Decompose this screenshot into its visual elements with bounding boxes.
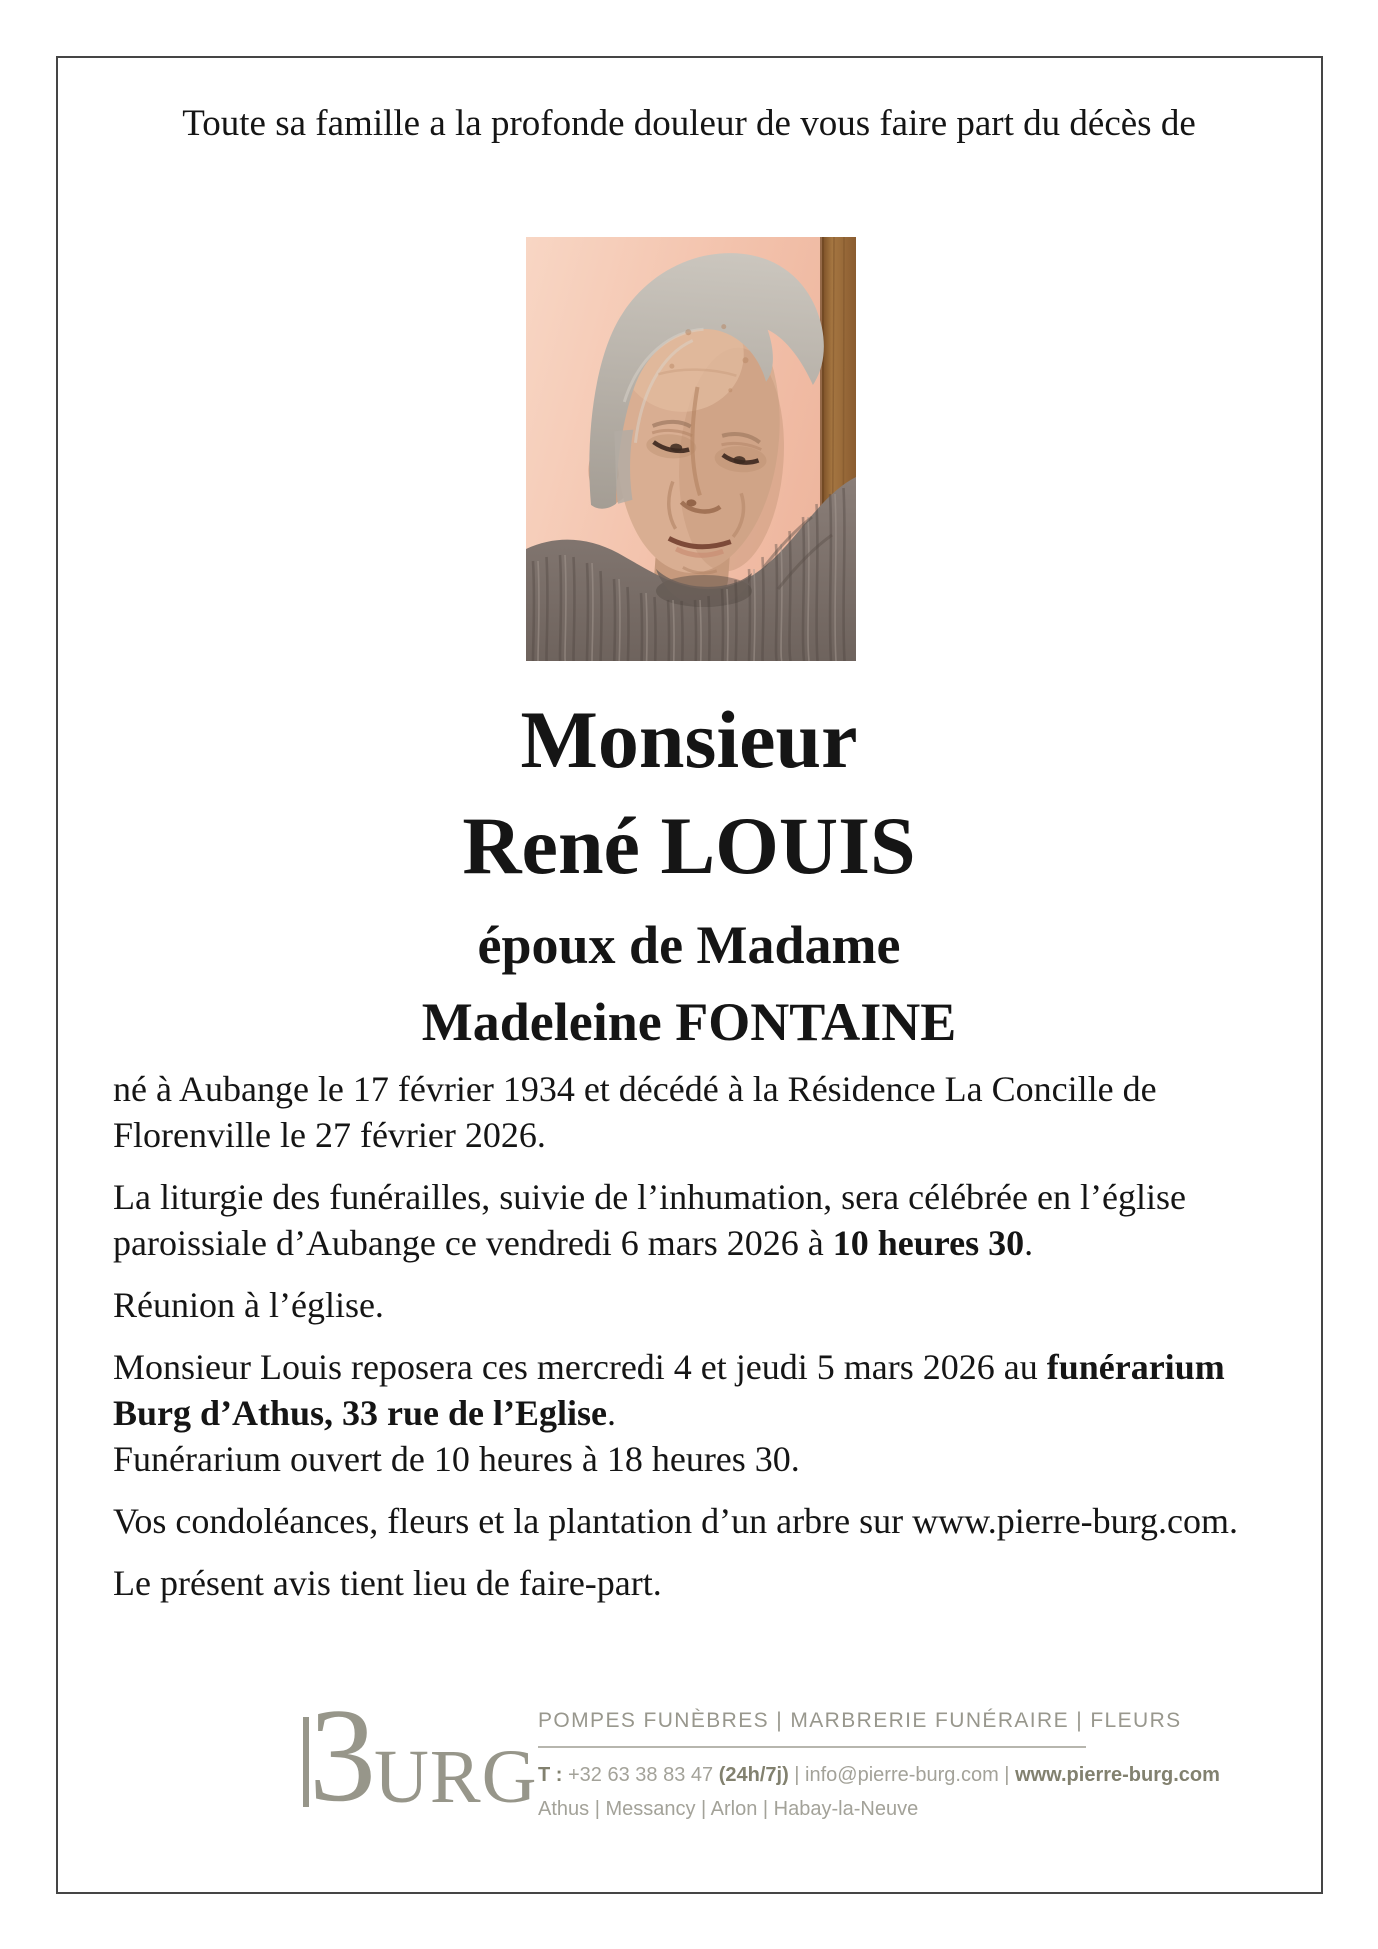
- announcement-body: [113, 1066, 1293, 1622]
- bold-text: (24h/7j): [718, 1764, 789, 1786]
- deceased-relation: époux de Madame: [477, 915, 901, 975]
- paragraph: [113, 1282, 1293, 1328]
- paragraph: [113, 1174, 1293, 1266]
- text: +32 63 38 83 47: [568, 1764, 719, 1786]
- deceased-title: Monsieur: [520, 694, 858, 785]
- paragraph-line: [113, 1344, 1293, 1390]
- paragraph-line: [113, 1498, 1293, 1544]
- text: paroissiale d’Aubange ce vendredi 6 mars 2026 à: [113, 1223, 833, 1263]
- text: Monsieur Louis reposera ces mercredi 4 et jeudi 5 mars 2026 au: [113, 1347, 1047, 1387]
- paragraph-line: [113, 1066, 1293, 1112]
- deceased-spouse-name: Madeleine FONTAINE: [421, 992, 957, 1052]
- bold-text: www.pierre-burg.com: [1015, 1764, 1220, 1786]
- paragraph: [113, 1066, 1293, 1158]
- paragraph-line: [113, 1560, 1293, 1606]
- paragraph: [113, 1344, 1293, 1482]
- text: La liturgie des funérailles, suivie de l’inhumation, sera célébrée en l’église: [113, 1177, 1186, 1217]
- text: .: [1024, 1223, 1034, 1263]
- burg-logo-text: URG: [374, 1735, 538, 1819]
- burg-logo-mark: 3: [309, 1681, 376, 1829]
- text: Le présent avis tient lieu de faire-part.: [113, 1563, 662, 1603]
- deceased-name: René LOUIS: [462, 800, 916, 891]
- paragraph-line: [113, 1220, 1293, 1266]
- footer-cities-line: Athus | Messancy | Arlon | Habay-la-Neuve: [538, 1798, 919, 1820]
- paragraph: [113, 1560, 1293, 1606]
- paragraph-line: [113, 1174, 1293, 1220]
- bold-text: 10 heures 30: [832, 1223, 1025, 1263]
- deceased-name-block: [0, 690, 1378, 1056]
- paragraph-line: [113, 1390, 1293, 1436]
- bold-text: T :: [538, 1764, 568, 1786]
- text: Réunion à l’église.: [113, 1285, 384, 1325]
- text: Vos condoléances, fleurs et la plantation d’un arbre sur www.pierre-burg.com.: [113, 1501, 1238, 1541]
- text: Funérarium ouvert de 10 heures à 18 heures 30.: [113, 1439, 800, 1479]
- text: | info@pierre-burg.com |: [788, 1764, 1016, 1786]
- paragraph-line: [113, 1436, 1293, 1482]
- text: .: [607, 1393, 617, 1433]
- bold-text: Burg d’Athus, 33 rue de l’Eglise: [113, 1393, 608, 1433]
- text: né à Aubange le 17 février 1934 et décédé à la Résidence La Concille de: [113, 1069, 1157, 1109]
- paragraph-line: [113, 1112, 1293, 1158]
- portrait-photo-illustration: [526, 237, 856, 661]
- text: Florenville le 27 février 2026.: [113, 1115, 546, 1155]
- paragraph-line: [113, 1282, 1293, 1328]
- intro-line: Toute sa famille a la profonde douleur de vous faire part du décès de: [182, 103, 1196, 144]
- bold-text: funérarium: [1046, 1347, 1225, 1387]
- portrait-photo: [526, 237, 856, 661]
- footer-services-line: POMPES FUNÈBRES | MARBRERIE FUNÉRAIRE | FLEURS: [538, 1709, 1182, 1732]
- paragraph: [113, 1498, 1293, 1544]
